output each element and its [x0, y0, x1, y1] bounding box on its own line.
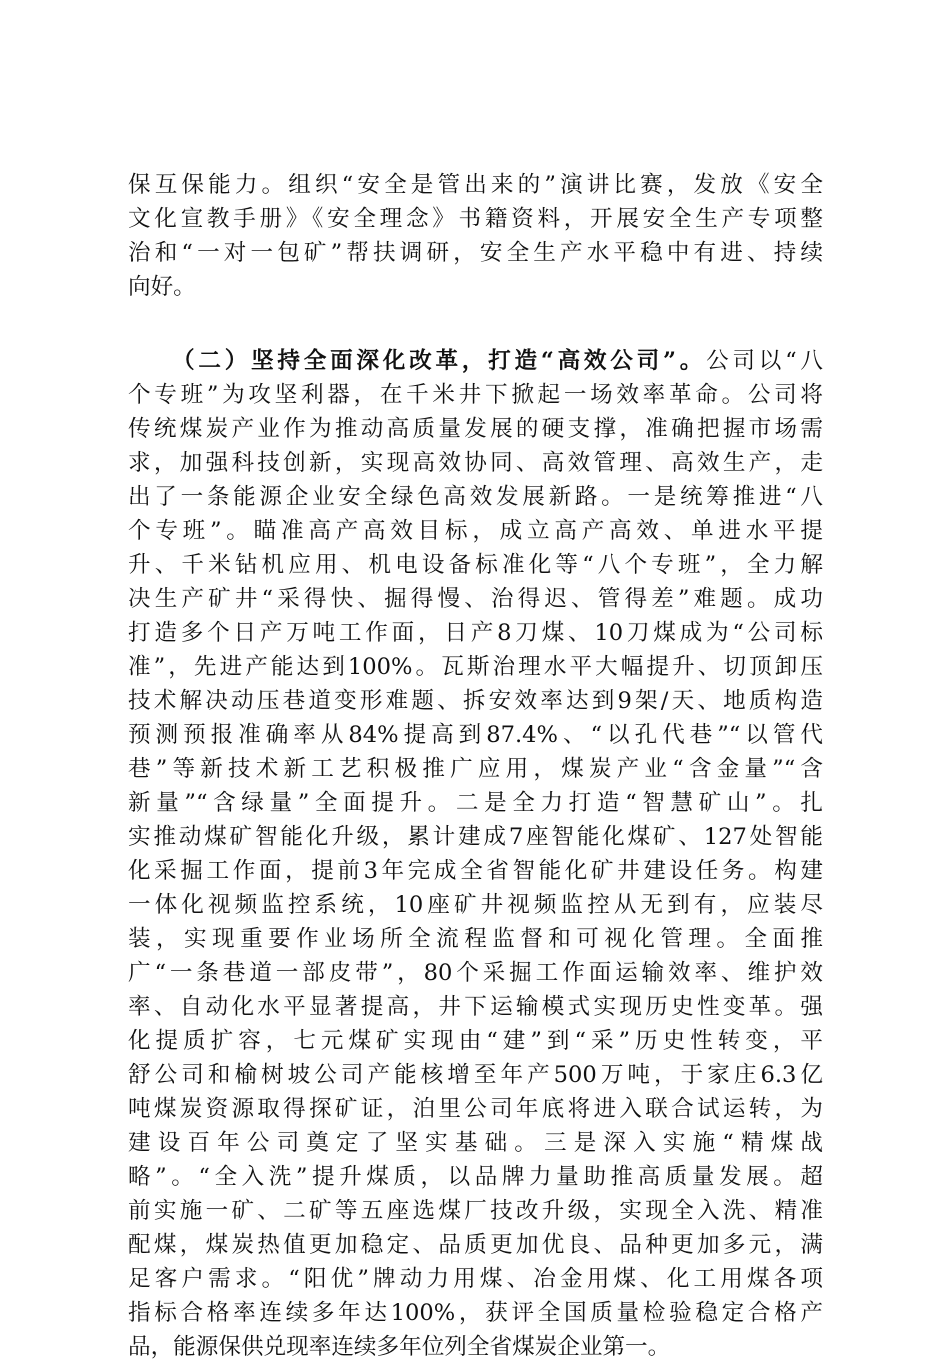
text-line: 准”，先进产能达到100%。瓦斯治理水平大幅提升、切顶卸压: [128, 654, 823, 680]
text-line: 一体化视频监控系统，10座矿井视频监控从无到有，应装尽: [128, 892, 823, 918]
text-line: 前实施一矿、二矿等五座选煤厂技改升级，实现全入洗、精准: [128, 1198, 823, 1224]
text-line: 求，加强科技创新，实现高效协同、高效管理、高效生产，走: [128, 450, 823, 476]
section-heading: （二）坚持全面深化改革，打造“高效公司”。: [172, 348, 707, 374]
text-line: 个专班”。瞄准高产高效目标，成立高产高效、单进水平提: [128, 518, 823, 544]
text-line: 品，能源保供兑现率连续多年位列全省煤炭企业第一。: [128, 1334, 671, 1360]
paragraph-2: [128, 344, 823, 1364]
text-line: 向好。: [128, 274, 196, 300]
text-line: 传统煤炭产业作为推动高质量发展的硬支撑，准确把握市场需: [128, 416, 823, 442]
text-line: 广“一条巷道一部皮带”，80个采掘工作面运输效率、维护效: [128, 960, 823, 986]
text-line: 技术解决动压巷道变形难题、拆安效率达到9架/天、地质构造: [128, 688, 823, 714]
text-line: 化提质扩容，七元煤矿实现由“建”到“采”历史性转变，平: [128, 1028, 823, 1054]
text-line: 打造多个日产万吨工作面，日产8刀煤、10刀煤成为“公司标: [128, 620, 823, 646]
text-line: 决生产矿井“采得快、掘得慢、治得迟、管得差”难题。成功: [128, 586, 823, 612]
text-line: 治和“一对一包矿”帮扶调研，安全生产水平稳中有进、持续: [128, 240, 823, 266]
text-line: 个专班”为攻坚利器，在千米井下掀起一场效率革命。公司将: [128, 382, 823, 408]
paragraph-2-first-line: [128, 344, 823, 378]
paragraph-spacer: [128, 304, 823, 344]
text-line: 率、自动化水平显著提高，井下运输模式实现历史性变革。强: [128, 994, 823, 1020]
text-line: 文化宣教手册》《安全理念》书籍资料，开展安全生产专项整: [128, 206, 823, 232]
text-line: 新量”“含绿量”全面提升。二是全力打造“智慧矿山”。扎: [128, 790, 823, 816]
text-line: 化采掘工作面，提前3年完成全省智能化矿井建设任务。构建: [128, 858, 823, 884]
text-line: 指标合格率连续多年达100%，获评全国质量检验稳定合格产: [128, 1300, 823, 1326]
text-line: 预测预报准确率从84%提高到87.4%、“以孔代巷”“以管代: [128, 722, 823, 748]
text-line: 巷”等新技术新工艺积极推广应用，煤炭产业“含金量”“含: [128, 756, 823, 782]
text-line: 吨煤炭资源取得探矿证，泊里公司年底将进入联合试运转，为: [128, 1096, 823, 1122]
text-line: 配煤，煤炭热值更加稳定、品质更加优良、品种更加多元，满: [128, 1232, 823, 1258]
text-fragment: 公司以“八: [706, 348, 823, 374]
document-body: [128, 168, 823, 1364]
text-line: 足客户需求。“阳优”牌动力用煤、冶金用煤、化工用煤各项: [128, 1266, 823, 1292]
text-line: 保互保能力。组织“安全是管出来的”演讲比赛，发放《安全: [128, 172, 823, 198]
text-line: 略”。“全入洗”提升煤质，以品牌力量助推高质量发展。超: [128, 1164, 823, 1190]
text-line: 出了一条能源企业安全绿色高效发展新路。一是统筹推进“八: [128, 484, 823, 510]
text-line: 建设百年公司奠定了坚实基础。三是深入实施“精煤战: [128, 1130, 823, 1156]
text-line: 升、千米钻机应用、机电设备标准化等“八个专班”，全力解: [128, 552, 823, 578]
text-line: 装，实现重要作业场所全流程监督和可视化管理。全面推: [128, 926, 823, 952]
text-line: 实推动煤矿智能化升级，累计建成7座智能化煤矿、127处智能: [128, 824, 823, 850]
text-line: 舒公司和榆树坡公司产能核增至年产500万吨，于家庄6.3亿: [128, 1062, 823, 1088]
paragraph-1: [128, 168, 823, 304]
